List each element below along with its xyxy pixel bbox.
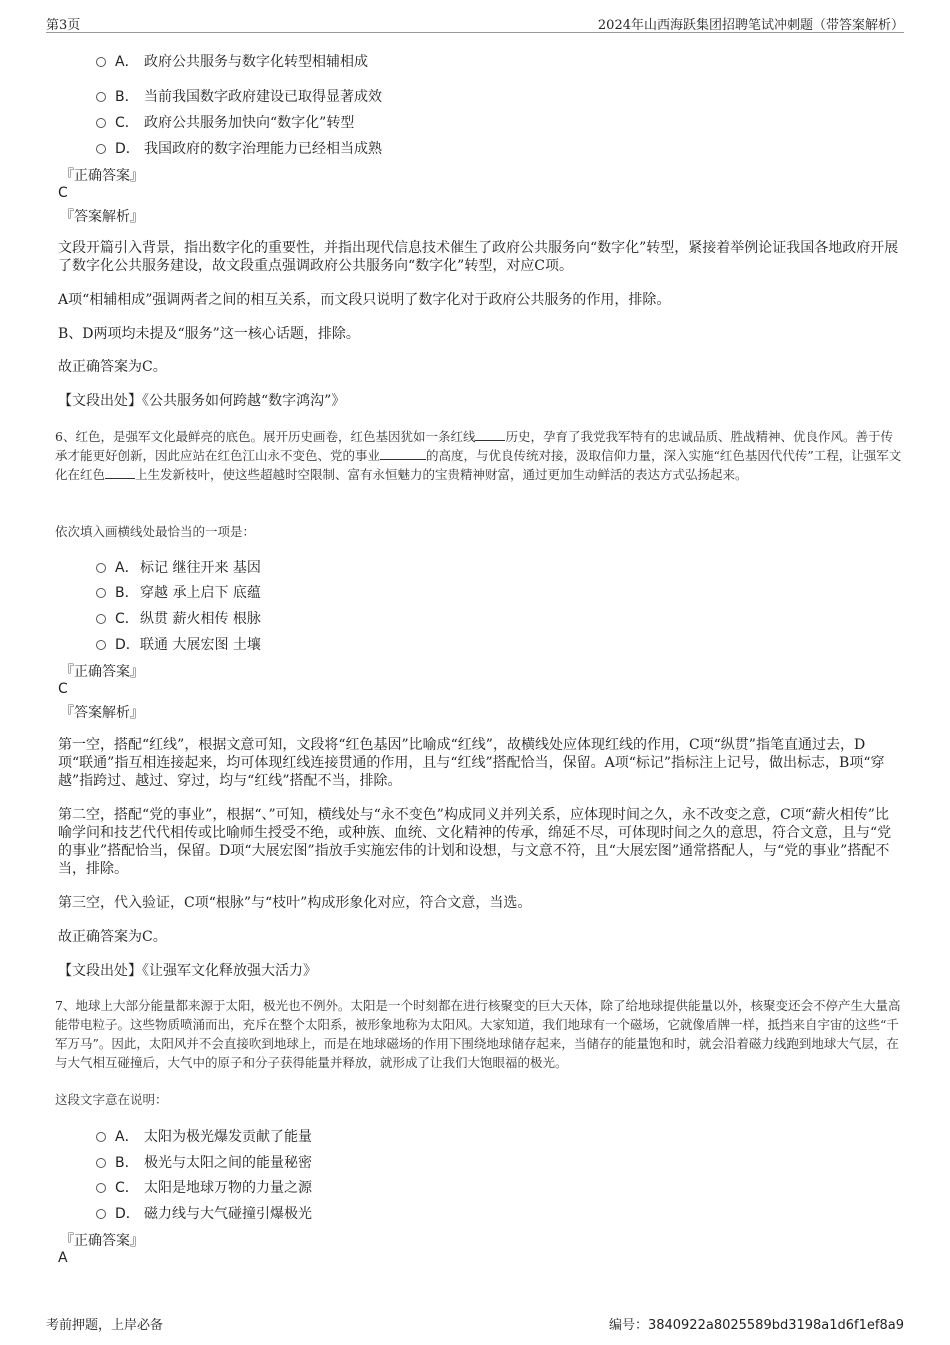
page-header bbox=[46, 0, 904, 33]
q7-answer: A bbox=[58, 1250, 68, 1266]
q7-prompt: 这段文字意在说明： bbox=[55, 1092, 168, 1107]
radio-icon[interactable] bbox=[96, 563, 106, 573]
q7-answer-label: 『正确答案』 bbox=[60, 1233, 144, 1249]
q6-prompt: 依次填入画横线处最恰当的一项是： bbox=[55, 524, 256, 539]
q6-analysis-paragraph: 第三空，代入验证，C项“根脉”与“枝叶”构成形象化对应，符合文意，当选。 bbox=[58, 895, 532, 911]
q6-analysis-paragraph: 第二空，搭配“党的事业”，根据“、”可知，横线处与“永不变色”构成同义并列关系，应体现时间之久，永不改变之意，C项“薪火相传”比喻学问和技艺代代相传或比喻师生授受不绝，或种族、血统、文化精神的传承，绵延不尽，可体现时间之久的意思，符合文意，且与“党的事业”搭配恰当，保留。D项“大展宏图”指放手实施宏伟的计划和设想，与文意不符，且“大展宏图”通常搭配人，与“党的事业”搭配不当，排除。 bbox=[58, 807, 892, 877]
q6-analysis-paragraph: 故正确答案为C。 bbox=[58, 929, 167, 945]
footer-slogan: 考前押题，上岸必备 bbox=[46, 1318, 164, 1333]
q7-stem: 7、地球上大部分能量都来源于太阳，极光也不例外。太阳是一个时刻都在进行核聚变的巨大天体，除了给地球提供能量以外，核聚变还会不停产生大量高能带电粒子。这些物质喷涌而出，充斥在整个太阳系，被形象地称为太阳风。大家知道，我们地球有一个磁场，它就像盾牌一样，抵挡来自宇宙的这些“千军万马”。因此，太阳风并不会直接吹到地球上，而是在地球磁场的作用下围绕地球储存起来，当储存的能量饱和时，就会沿着磁力线跑到地球大气层，在与大气相互碰撞后，大气中的原子和分子获得能量并释放，就形成了让我们大饱眼福的极光。 bbox=[55, 998, 901, 1070]
radio-icon[interactable] bbox=[96, 1209, 106, 1219]
radio-icon[interactable] bbox=[96, 1132, 106, 1142]
page-number: 第3页 bbox=[46, 18, 81, 33]
radio-icon[interactable] bbox=[96, 588, 106, 598]
q5-analysis-paragraph: B、D两项均未提及“服务”这一核心话题，排除。 bbox=[58, 326, 360, 342]
q5-analysis-paragraph: 故正确答案为C。 bbox=[58, 359, 167, 375]
q5-answer-label: 『正确答案』 bbox=[60, 168, 144, 184]
page-footer bbox=[46, 1314, 904, 1332]
radio-icon[interactable] bbox=[96, 92, 106, 102]
q6-answer-label: 『正确答案』 bbox=[60, 664, 144, 680]
fill-blank bbox=[380, 446, 426, 460]
q5-answer: C bbox=[58, 185, 68, 201]
q5-source: 【文段出处】《公共服务如何跨越“数字鸿沟”》 bbox=[58, 393, 346, 409]
q6-analysis-label: 『答案解析』 bbox=[60, 705, 144, 721]
radio-icon[interactable] bbox=[96, 118, 106, 128]
radio-icon[interactable] bbox=[96, 57, 106, 67]
q5-analysis-paragraph: 文段开篇引入背景，指出数字化的重要性，并指出现代信息技术催生了政府公共服务向“数字化”转型，紧接着举例论证我国各地政府开展了数字化公共服务建设，故文段重点强调政府公共服务向“数字化”转型，对应C项。 bbox=[58, 240, 899, 274]
q6-analysis-paragraph: 第一空，搭配“红线”，根据文意可知，文段将“红色基因”比喻成“红线”，故横线处应体现红线的作用，C项“纵贯”指笔直通过去，D项“联通”指互相连接起来，均可体现红线连接贯通的作用，且与“红线”搭配恰当，保留。A项“标记”指标注上记号，做出标志，B项“穿越”指跨过、越过、穿过，均与“红线”搭配不当，排除。 bbox=[58, 737, 885, 789]
radio-icon[interactable] bbox=[96, 614, 106, 624]
radio-icon[interactable] bbox=[96, 1183, 106, 1193]
radio-icon[interactable] bbox=[96, 1158, 106, 1168]
q6-stem: 6、红色，是强军文化最鲜亮的底色。展开历史画卷，红色基因犹如一条红线 历史，孕育了我党我军特有的忠诚品质、胜战精神、优良作风。善于传承才能更好创新，因此应站在红色江山永不变色、党的事业 的高度，与优良传统对接，汲取信仰力量，深入实施“红色基因代代传”工程，让强军文化在红色 上生发新枝叶，使这些超越时空限制、富有永恒魅力的宝贵精神财富，通过更加生动鲜活的表达方式弘扬起来。 bbox=[55, 429, 902, 482]
fill-blank bbox=[475, 427, 505, 441]
q6-source: 【文段出处】《让强军文化释放强大活力》 bbox=[58, 963, 317, 979]
radio-icon[interactable] bbox=[96, 640, 106, 650]
fill-blank bbox=[105, 465, 135, 479]
q5-analysis-label: 『答案解析』 bbox=[60, 209, 144, 225]
q6-answer: C bbox=[58, 681, 68, 697]
document-id: 编号：3840922a8025589bd3198a1d6f1ef8a9 bbox=[608, 1318, 904, 1333]
radio-icon[interactable] bbox=[96, 144, 106, 154]
document-title: 2024年山西海跃集团招聘笔试冲刺题（带答案解析） bbox=[597, 18, 904, 33]
q5-analysis-paragraph: A项“相辅相成”强调两者之间的相互关系，而文段只说明了数字化对于政府公共服务的作用，排除。 bbox=[58, 292, 671, 308]
